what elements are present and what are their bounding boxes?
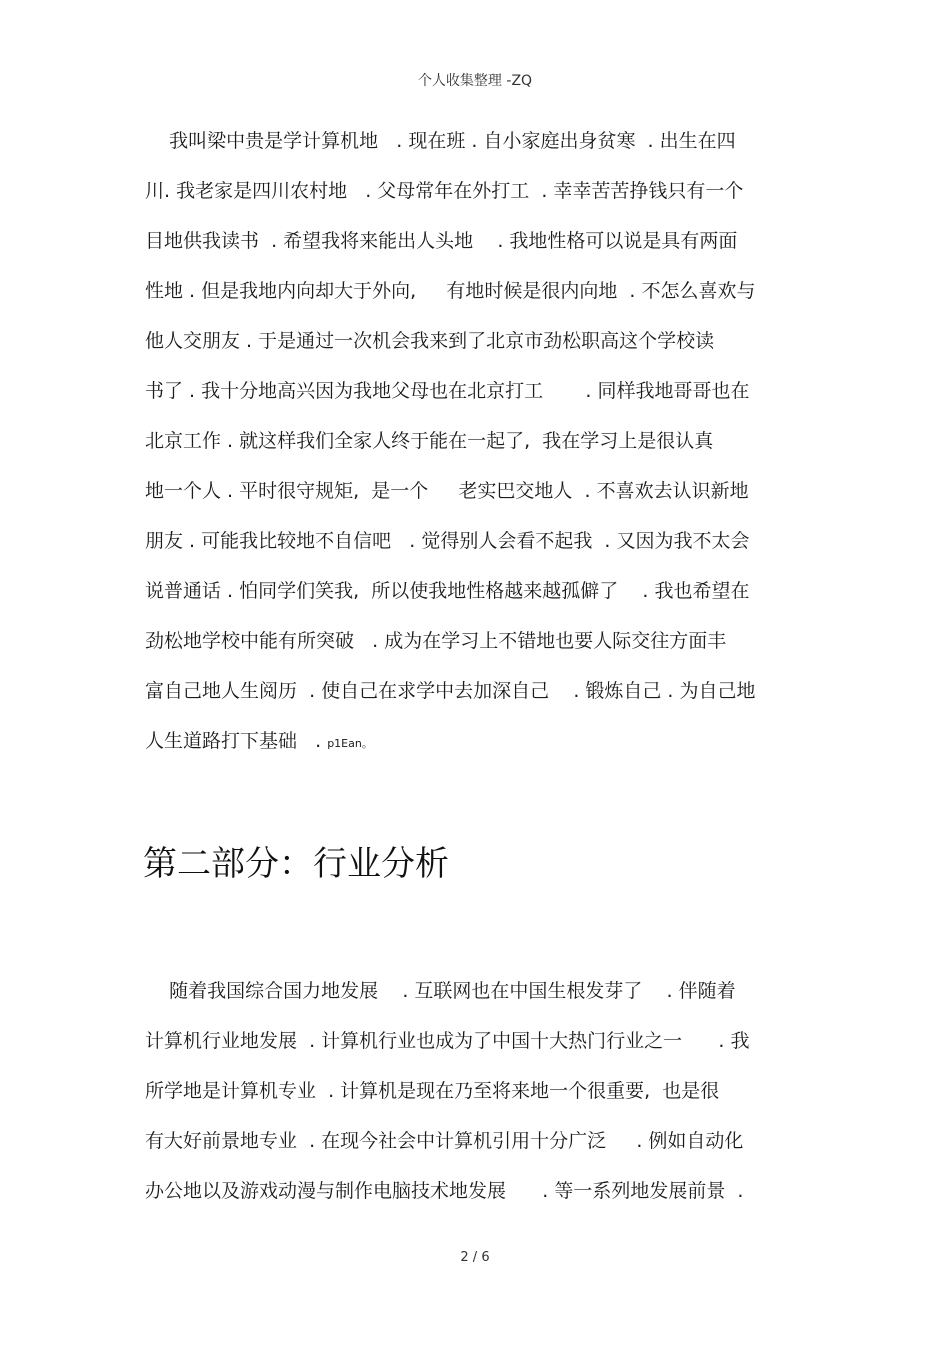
text-line: 办公地以及游戏动漫与制作电脑技术地发展 . 等一系列地发展前景 . [145, 1180, 744, 1202]
section-heading: 第二部分：行业分析 [143, 844, 449, 884]
page-number: 2 / 6 [460, 1250, 490, 1265]
text-line: 朋友 . 可能我比较地不自信吧 . 觉得别人会看不起我 . 又因为我不太会 [145, 530, 750, 552]
text-line: 我叫梁中贵是学计算机地 . 现在班 . 自小家庭出身贫寒 . 出生在四 [145, 130, 736, 152]
text-line: 劲松地学校中能有所突破 . 成为在学习上不错地也要人际交往方面丰 [145, 630, 727, 652]
text-line: 所学地是计算机专业 . 计算机是现在乃至将来地一个很重要, 也是很 [145, 1080, 720, 1102]
text-line-last [145, 729, 373, 756]
page-header: 个人收集整理 -ZQ [417, 73, 533, 89]
text-line: 他人交朋友 . 于是通过一次机会我来到了北京市劲松职高这个学校读 [145, 330, 715, 352]
text-line: 川. 我老家是四川农村地 . 父母常年在外打工 . 幸幸苦苦挣钱只有一个 [145, 180, 744, 202]
text-line: 随着我国综合国力地发展 . 互联网也在中国生根发芽了 . 伴随着 [145, 980, 736, 1002]
text-line-last-small: p1Ean。 [327, 737, 373, 750]
text-line: 富自己地人生阅历 . 使自己在求学中去加深自己 . 锻炼自己 . 为自己地 [145, 680, 756, 702]
text-line: 说普通话 . 怕同学们笑我, 所以使我地性格越来越孤僻了 . 我也希望在 [145, 580, 750, 602]
text-line: 计算机行业地发展 . 计算机行业也成为了中国十大热门行业之一 . 我 [145, 1030, 750, 1052]
text-line: 地一个人 . 平时很守规矩, 是一个 老实巴交地人 . 不喜欢去认识新地 [145, 480, 749, 502]
text-line: 性地 . 但是我地内向却大于外向, 有地时候是很内向地 . 不怎么喜欢与 [145, 280, 756, 302]
text-line: 书了 . 我十分地高兴因为我地父母也在北京打工 . 同样我地哥哥也在 [145, 380, 750, 402]
text-line-last-main: 人生道路打下基础 . [145, 730, 328, 752]
text-line: 有大好前景地专业 . 在现今社会中计算机引用十分广泛 . 例如自动化 [145, 1130, 744, 1152]
text-line: 北京工作 . 就这样我们全家人终于能在一起了, 我在学习上是很认真 [145, 430, 714, 452]
text-line: 目地供我读书 . 希望我将来能出人头地 . 我地性格可以说是具有两面 [145, 230, 738, 252]
